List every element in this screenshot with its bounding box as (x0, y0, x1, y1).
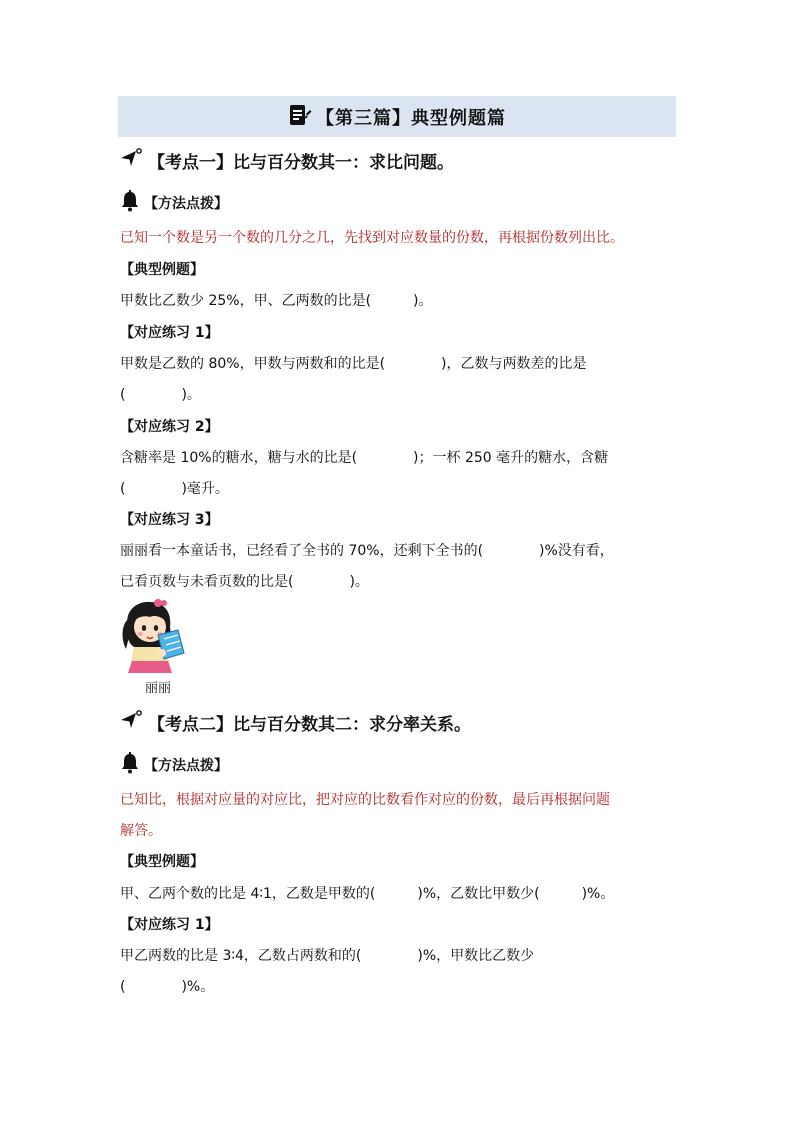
practice2-label: 【对应练习 2】 (120, 419, 219, 435)
heading-text: 【考点一】比与百分数其一：求比问题。 (148, 153, 454, 173)
example-text: 甲数比乙数少 25%，甲、乙两数的比是( )。 (120, 293, 433, 309)
section1-heading (120, 148, 454, 173)
girl-caption: 丽丽 (145, 681, 172, 696)
section2-heading (120, 710, 471, 735)
practice2-line2: ( )毫升。 (120, 481, 229, 497)
method-heading (120, 752, 228, 778)
practice3-label: 【对应练习 3】 (120, 512, 219, 528)
practice3-line1: 丽丽看一本童话书，已经看了全书的 70%，还剩下全书的( )%没有看， (120, 543, 614, 559)
method-text-line2: 解答。 (120, 823, 162, 839)
banner-title: 【第三篇】典型例题篇 (316, 107, 506, 129)
bell-icon (120, 190, 140, 216)
method-text-line1: 已知比，根据对应量的对应比，把对应的比数看作对应的份数，最后再根据问题 (120, 792, 610, 808)
method-text: 已知一个数是另一个数的几分之几，先找到对应数量的份数，再根据份数列出比。 (120, 230, 624, 246)
method-label: 【方法点拨】 (144, 196, 228, 212)
example-label: 【典型例题】 (120, 854, 204, 870)
example-label: 【典型例题】 (120, 262, 204, 278)
practice1-line1: 甲乙两数的比是 3∶4，乙数占两数和的( )%，甲数比乙数少 (120, 948, 535, 964)
heading-text: 【考点二】比与百分数其二：求分率关系。 (148, 715, 471, 735)
notepad-pencil-icon (288, 103, 312, 131)
practice1-label: 【对应练习 1】 (120, 325, 219, 341)
practice2-line1: 含糖率是 10%的糖水，糖与水的比是( )；一杯 250 毫升的糖水，含糖 (120, 450, 609, 466)
method-label: 【方法点拨】 (144, 758, 228, 774)
bell-icon (120, 752, 140, 778)
pin-arrow-icon (120, 710, 142, 735)
method-heading (120, 190, 228, 216)
girl-reading-illustration (120, 597, 196, 675)
practice1-label: 【对应练习 1】 (120, 917, 219, 933)
practice1-line2: ( )。 (120, 387, 201, 403)
practice1-line1: 甲数是乙数的 80%，甲数与两数和的比是( )，乙数与两数差的比是 (120, 356, 587, 372)
pin-arrow-icon (120, 148, 142, 173)
section-banner (118, 96, 676, 137)
example-text: 甲、乙两个数的比是 4∶1，乙数是甲数的( )%，乙数比甲数少( )%。 (120, 886, 615, 902)
practice3-line2: 已看页数与未看页数的比是( )。 (120, 574, 369, 590)
practice1-line2: ( )%。 (120, 979, 215, 995)
